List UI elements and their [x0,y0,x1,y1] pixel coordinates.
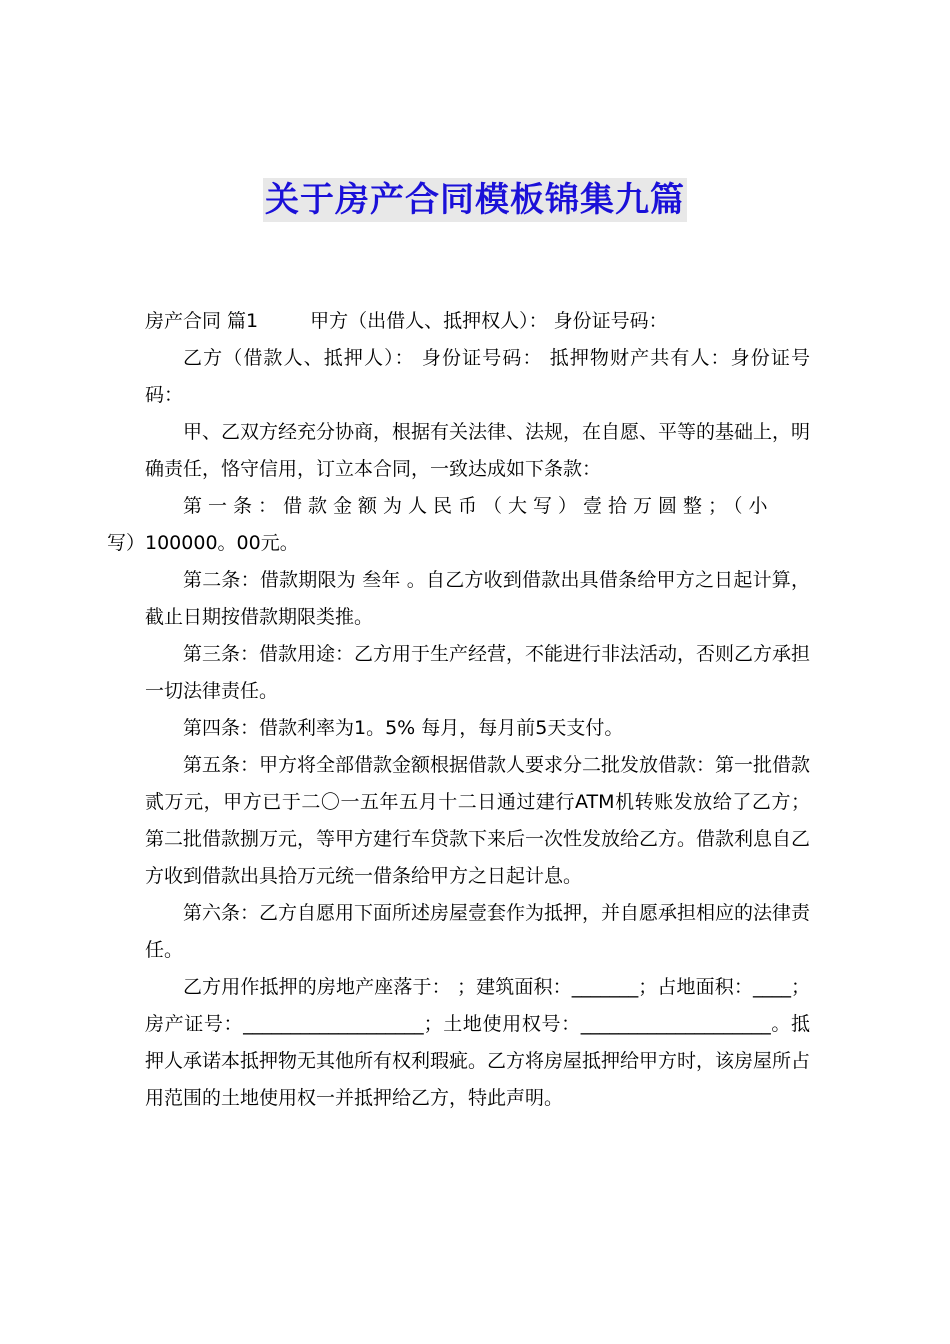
paragraph-property: 乙方用作抵押的房地产座落于： ；建筑面积：_______；占地面积：____；房产证号：___________________；土地使用权号：____________________。抵押人承诺本抵押物无其他所有权利瑕疵。乙方将房屋抵押给甲方时，该房屋所占用范围的土地使用权一并抵押给乙方，特此声明。 [145,976,811,1109]
paragraph-article-2: 第二条：借款期限为 叁年 。自乙方收到借款出具借条给甲方之日起计算，截止日期按借款期限类推。 [145,569,810,628]
article-1-line-b: 写）100000。00元。 [107,532,299,554]
article-1-line-a: 第一条：借款金额为人民币（大写）壹拾万圆整；（小 [183,495,774,517]
paragraph-party-b: 乙方（借款人、抵押人）： 身份证号码： 抵押物财产共有人：身份证号码： [145,347,810,406]
paragraph-article-6: 第六条：乙方自愿用下面所述房屋壹套作为抵押，并自愿承担相应的法律责任。 [145,902,811,961]
title-container [0,178,950,222]
section-label: 房产合同 篇1 [145,310,259,332]
document-body [107,303,811,1117]
paragraph-agreement: 甲、乙双方经充分协商，根据有关法律、法规，在自愿、平等的基础上，明确责任，恪守信用，订立本合同，一致达成如下条款： [145,421,811,480]
paragraph-article-1 [107,488,810,562]
party-a-line: 甲方（出借人、抵押权人）： 身份证号码： [310,310,668,332]
document-title: 关于房产合同模板锦集九篇 [265,180,685,220]
paragraph-article-3: 第三条：借款用途：乙方用于生产经营，不能进行非法活动，否则乙方承担一切法律责任。 [145,643,811,702]
paragraph-article-5: 第五条：甲方将全部借款金额根据借款人要求分二批发放借款：第一批借款贰万元，甲方已于二〇一五年五月十二日通过建行ATM机转账发放给了乙方；第二批借款捌万元，等甲方建行车贷款下来后一次性发放给乙方。借款利息自乙方收到借款出具拾万元统一借条给甲方之日起计息。 [145,754,811,887]
paragraph-intro [145,303,810,340]
paragraph-article-4: 第四条：借款利率为1。5% 每月，每月前5天支付。 [183,717,624,739]
